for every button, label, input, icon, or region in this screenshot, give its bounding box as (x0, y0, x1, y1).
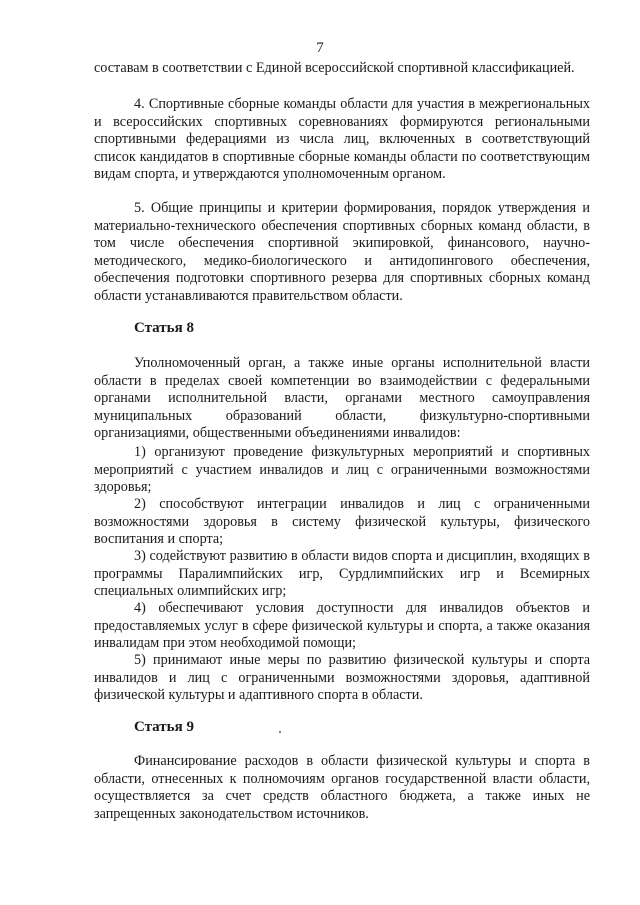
article-9-text: Финансирование расходов в области физической культуры и спорта в области, отнесенных к полномочиям органов государственной власти области, осуществляется за счет средств областного бюджета, а также иных не запрещенных законодательством источников. (94, 753, 590, 822)
article-8-item-4: 4) обеспечивают условия доступности для инвалидов объектов и предоставляемых услуг в сфере физической культуры и спорта, а также оказания инвалидам при этом необходимой помощи; (94, 600, 590, 652)
paragraph-5: 5. Общие принципы и критерии формирования, порядок утверждения и материально-технического обеспечения спортивных сборных команд области, в том числе обеспечения спортивной экипировкой, финансового, научно-методического, медико-биологического и антидопингового обеспечения, обеспечения подготовки спортивного резерва для спортивных сборных команд области устанавливаются правительством области. (94, 200, 590, 304)
scan-speck (279, 731, 281, 733)
article-8-item-2: 2) способствуют интеграции инвалидов и лиц с ограниченными возможностями здоровья в систему физической культуры, физического воспитания и спорта; (94, 496, 590, 548)
article-9-heading: Статья 9 (134, 719, 194, 735)
paragraph-4: 4. Спортивные сборные команды области для участия в межрегиональных и всероссийских спортивных соревнованиях формируются региональными спортивными федерациями из числа лиц, включенных в соответствующий список кандидатов в спортивные сборные команды области по соответствующим видам спорта, и утверждаются уполномоченным органом. (94, 96, 590, 183)
article-8-item-3: 3) содействуют развитию в области видов спорта и дисциплин, входящих в программы Паралимпийских игр, Сурдлимпийских игр и Всемирных специальных олимпийских игр; (94, 548, 590, 600)
article-8-heading: Статья 8 (134, 320, 194, 336)
continuation-paragraph: составам в соответствии с Единой всероссийской спортивной классификацией. (94, 60, 575, 76)
article-8-intro: Уполномоченный орган, а также иные органы исполнительной власти области в пределах своей компетенции во взаимодействии с федеральными органами исполнительной власти, органами местного самоуправления муниципальных образований области, физкультурно-спортивными организациями, общественными объединениями инвалидов: (94, 355, 590, 442)
article-8-item-1: 1) организуют проведение физкультурных мероприятий и спортивных мероприятий с участием инвалидов и лиц с ограниченными возможностями здоровья; (94, 444, 590, 496)
page-number: 7 (316, 40, 324, 56)
article-8-item-5: 5) принимают иные меры по развитию физической культуры и спорта инвалидов и лиц с ограниченными возможностями здоровья, адаптивной физической культуры и адаптивного спорта в области. (94, 652, 590, 704)
